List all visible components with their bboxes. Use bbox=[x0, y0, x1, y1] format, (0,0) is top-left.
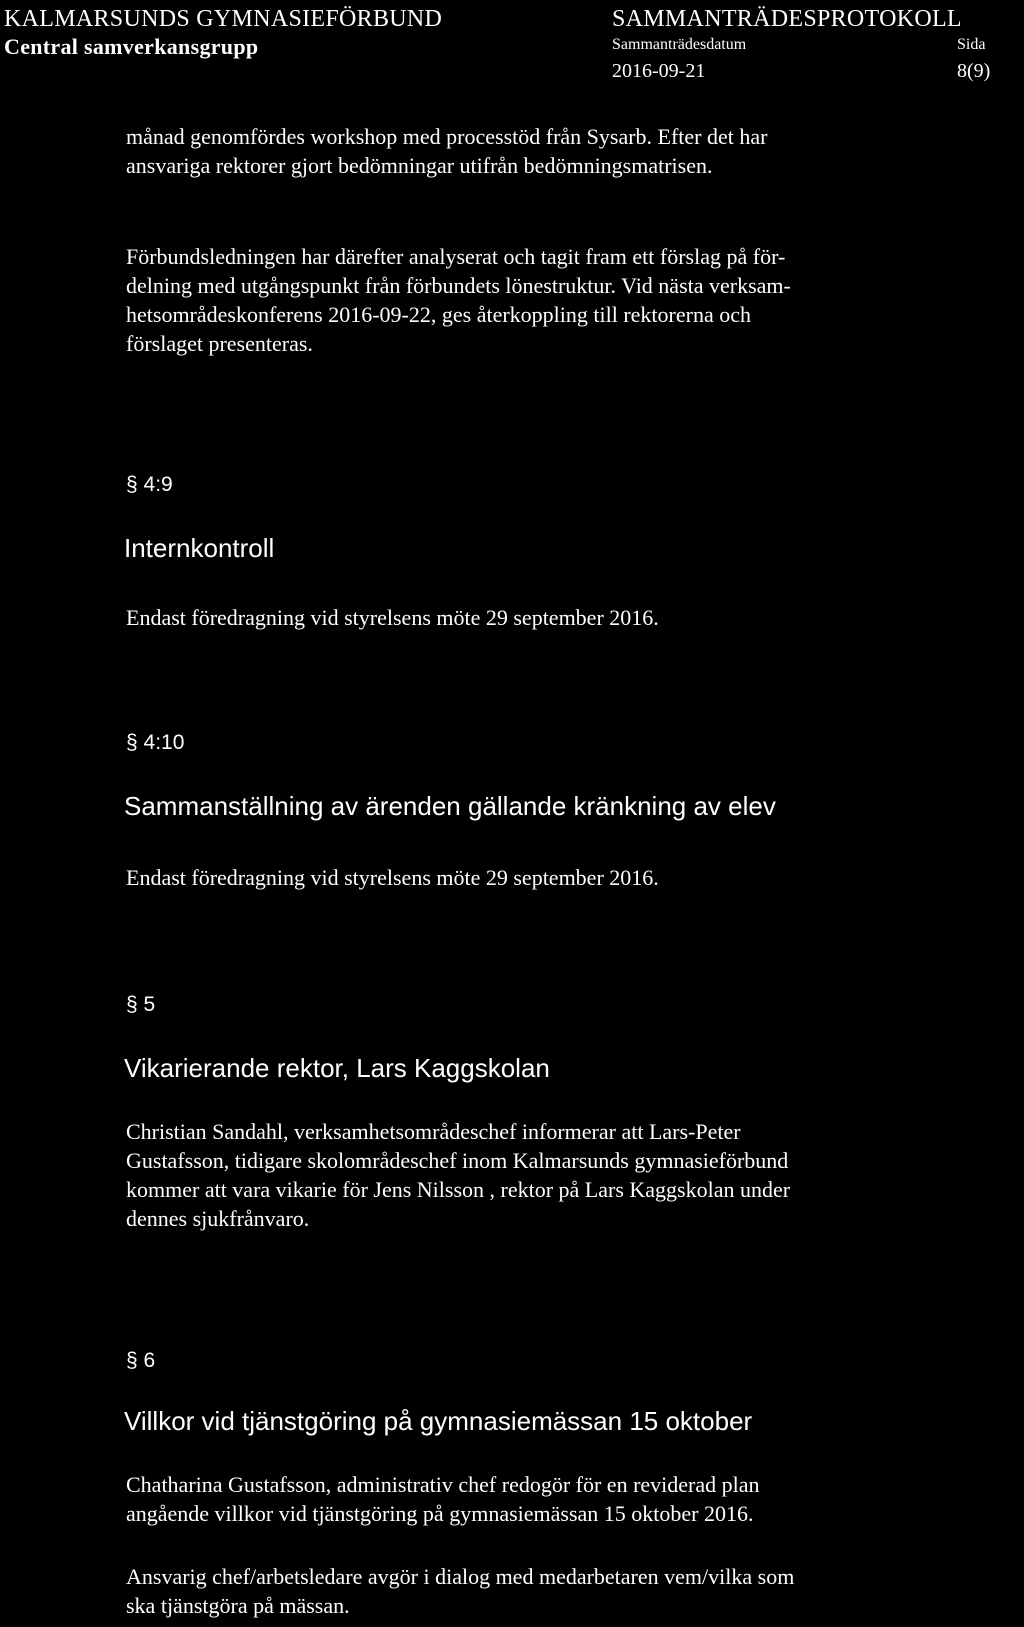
section-number: § 5 bbox=[126, 993, 156, 1016]
section-heading: Internkontroll bbox=[124, 533, 275, 563]
document-type: SAMMANTRÄDESPROTOKOLL bbox=[612, 6, 962, 32]
text-line: ska tjänstgöra på mässan. bbox=[126, 1593, 350, 1618]
section-paragraph bbox=[126, 1117, 976, 1233]
header-labels bbox=[612, 32, 1022, 58]
text-line: Christian Sandahl, verksamhetsområdeschef informerar att Lars-Peter bbox=[126, 1119, 741, 1144]
section-heading: Vikarierande rektor, Lars Kaggskolan bbox=[124, 1053, 550, 1083]
text-line: Ansvarig chef/arbetsledare avgör i dialog med medarbetaren vem/vilka som bbox=[126, 1564, 795, 1589]
section-heading: Villkor vid tjänstgöring på gymnasiemässan 15 oktober bbox=[124, 1406, 753, 1436]
text-line: månad genomfördes workshop med processtöd från Sysarb. Efter det har bbox=[126, 124, 768, 149]
text-line: Chatharina Gustafsson, administrativ chef redogör för en reviderad plan bbox=[126, 1472, 760, 1497]
text-line: dennes sjukfrånvaro. bbox=[126, 1206, 310, 1231]
section-heading: Sammanställning av ärenden gällande kränkning av elev bbox=[124, 791, 776, 821]
header-right bbox=[612, 6, 1022, 84]
section-paragraph bbox=[126, 863, 976, 892]
section-number: § 6 bbox=[126, 1349, 156, 1372]
date-label: Sammanträdesdatum bbox=[612, 36, 747, 53]
header-left bbox=[4, 6, 442, 62]
text-line: förslaget presenteras. bbox=[126, 331, 313, 356]
intro-paragraph bbox=[126, 122, 976, 180]
section-paragraph bbox=[126, 603, 976, 632]
text-line: ansvariga rektorer gjort bedömningar utifrån bedömningsmatrisen. bbox=[126, 153, 713, 178]
header-values bbox=[612, 58, 1022, 84]
text-line: Endast föredragning vid styrelsens möte 29 september 2016. bbox=[126, 865, 659, 890]
intro-paragraph-2 bbox=[126, 242, 976, 358]
text-line: Förbundsledningen har därefter analyserat och tagit fram ett förslag på för- bbox=[126, 244, 786, 269]
text-line: delning med utgångspunkt från förbundets lönestruktur. Vid nästa verksam- bbox=[126, 273, 791, 298]
page-number: 8(9) bbox=[957, 60, 991, 82]
section-paragraph bbox=[126, 1470, 976, 1528]
text-line: kommer att vara vikarie för Jens Nilsson , rektor på Lars Kaggskolan under bbox=[126, 1177, 791, 1202]
section-paragraph bbox=[126, 1562, 976, 1620]
section-number: § 4:9 bbox=[126, 473, 173, 496]
meeting-date: 2016-09-21 bbox=[612, 60, 706, 82]
text-line: angående villkor vid tjänstgöring på gymnasiemässan 15 oktober 2016. bbox=[126, 1501, 754, 1526]
text-line: Gustafsson, tidigare skolområdeschef inom Kalmarsunds gymnasieförbund bbox=[126, 1148, 789, 1173]
page-label: Sida bbox=[957, 36, 986, 53]
organization-name: KALMARSUNDS GYMNASIEFÖRBUND bbox=[4, 6, 443, 32]
group-name: Central samverkansgrupp bbox=[4, 34, 259, 59]
text-line: Endast föredragning vid styrelsens möte 29 september 2016. bbox=[126, 605, 659, 630]
section-number: § 4:10 bbox=[126, 731, 185, 754]
text-line: hetsområdeskonferens 2016-09-22, ges återkoppling till rektorerna och bbox=[126, 302, 751, 327]
